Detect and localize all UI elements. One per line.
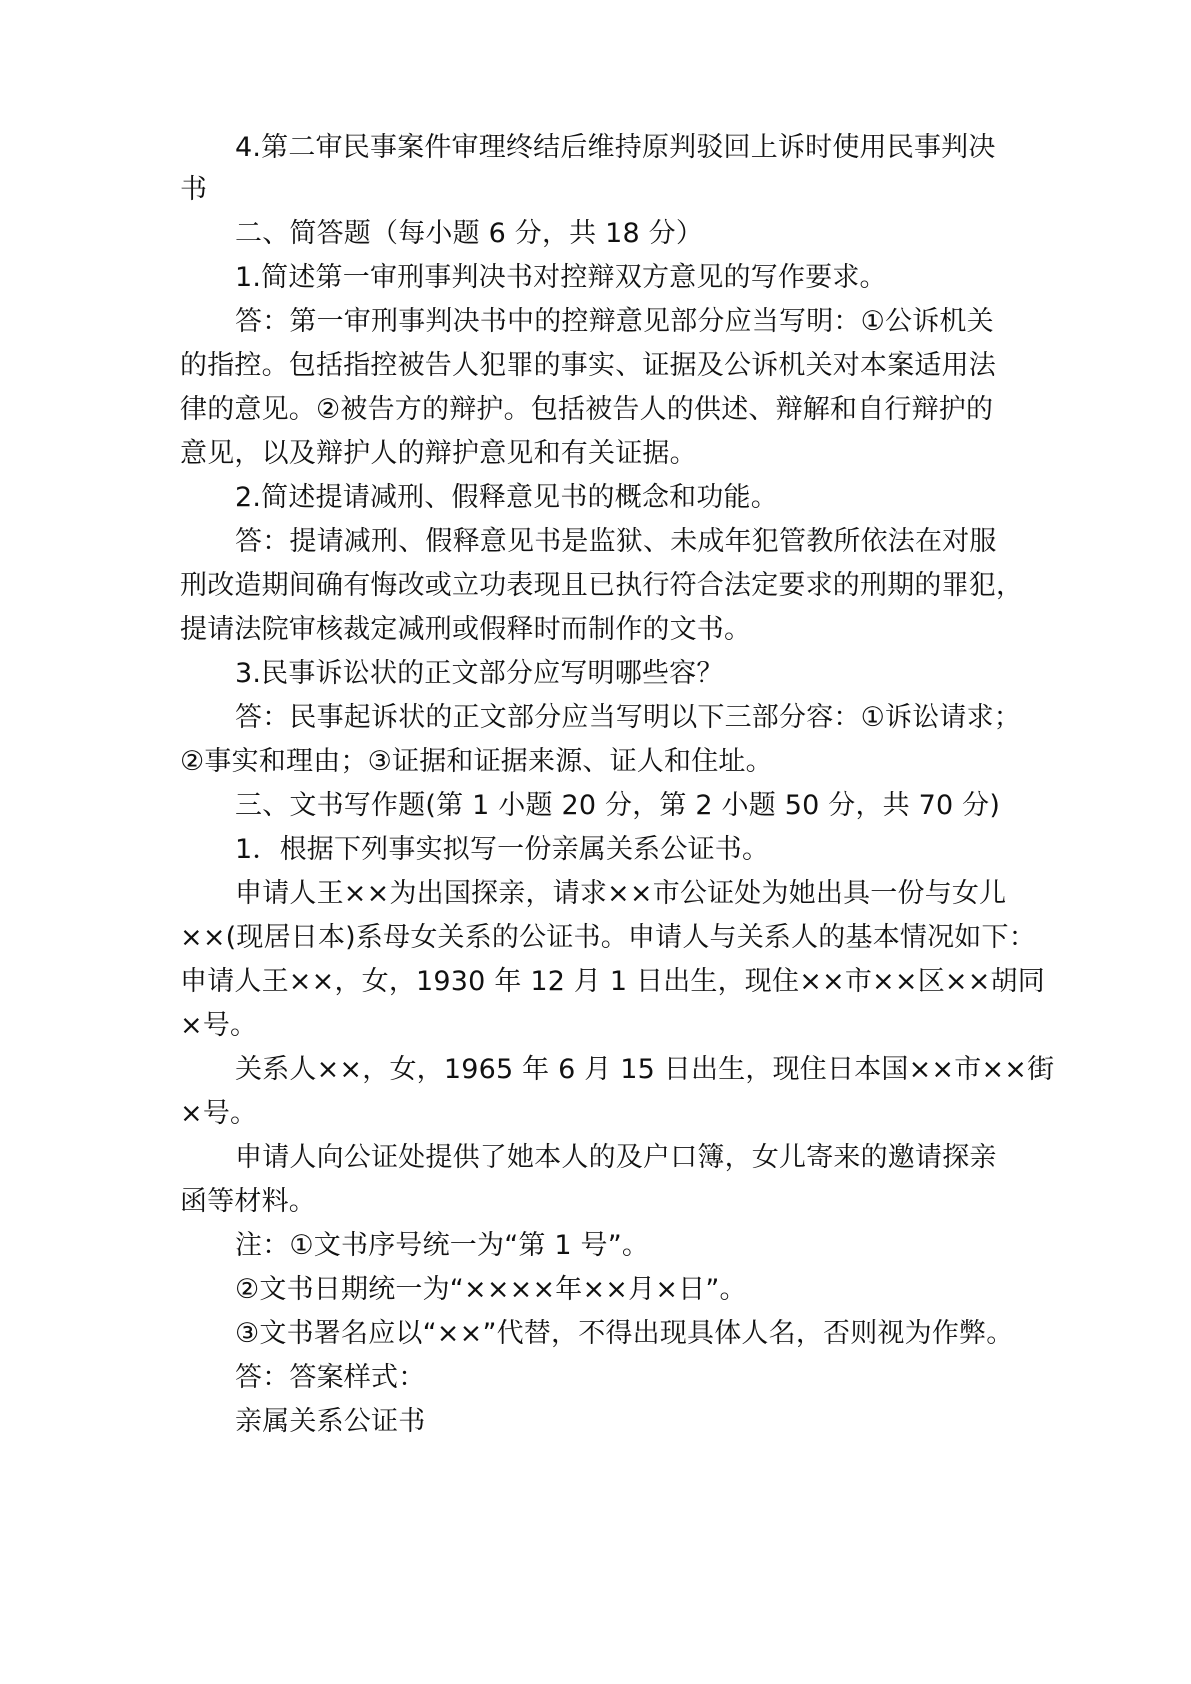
text-line: 的指控。包括指控被告人犯罪的事实、证据及公诉机关对本案适用法 <box>180 350 996 381</box>
note-line: ②文书日期统一为“××××年××月×日”。 <box>235 1274 747 1305</box>
note-line: ③文书署名应以“××”代替，不得出现具体人名，否则视为作弊。 <box>235 1318 1014 1349</box>
text-line: 申请人王××为出国探亲，请求××市公证处为她出具一份与女儿 <box>235 878 1007 909</box>
answer-line: 答：民事起诉状的正文部分应当写明以下三部分容：①诉讼请求； <box>235 702 1022 733</box>
answer-line: 答：第一审刑事判决书中的控辩意见部分应当写明：①公诉机关 <box>235 306 994 337</box>
text-line: 意见，以及辩护人的辩护意见和有关证据。 <box>180 438 697 469</box>
question: 1．根据下列事实拟写一份亲属关系公证书。 <box>235 834 770 865</box>
question: 3.民事诉讼状的正文部分应写明哪些容？ <box>235 658 724 689</box>
answer-line: 答：提请减刑、假释意见书是监狱、未成年犯管教所依法在对服 <box>235 526 997 557</box>
text-line: 申请人向公证处提供了她本人的及户口簿，女儿寄来的邀请探亲 <box>235 1142 997 1173</box>
section-heading: 二、简答题（每小题 6 分，共 18 分） <box>235 218 704 249</box>
question: 2.简述提请减刑、假释意见书的概念和功能。 <box>235 482 778 513</box>
text-line: 提请法院审核裁定减刑或假释时而制作的文书。 <box>180 614 752 645</box>
answer-line: 答：答案样式： <box>235 1362 426 1393</box>
text-line: 申请人王××，女，1930 年 12 月 1 日出生，现住××市××区××胡同 <box>180 966 1045 997</box>
question: 1.简述第一审刑事判决书对控辩双方意见的写作要求。 <box>235 262 887 293</box>
section-heading: 三、文书写作题(第 1 小题 20 分，第 2 小题 50 分，共 70 分) <box>235 790 1001 821</box>
text-line: ××(现居日本)系母女关系的公证书。申请人与关系人的基本情况如下： <box>180 922 1036 953</box>
text-line: ×号。 <box>180 1010 258 1041</box>
text-line: 关系人××，女，1965 年 6 月 15 日出生，现住日本国××市××街 <box>235 1054 1055 1085</box>
text-line: ②事实和理由；③证据和证据来源、证人和住址。 <box>180 746 773 777</box>
text-line: 函等材料。 <box>180 1186 316 1217</box>
text-line: 律的意见。②被告方的辩护。包括被告人的供述、辩解和自行辩护的 <box>180 394 994 425</box>
text-line: 4.第二审民事案件审理终结后维持原判驳回上诉时使用民事判决 <box>235 132 996 163</box>
text-line: ×号。 <box>180 1098 258 1129</box>
document-title: 亲属关系公证书 <box>235 1406 426 1437</box>
text-line: 书 <box>180 174 208 205</box>
note-line: 注：①文书序号统一为“第 1 号”。 <box>235 1230 650 1261</box>
text-line: 刑改造期间确有悔改或立功表现且已执行符合法定要求的刑期的罪犯， <box>180 570 1024 601</box>
